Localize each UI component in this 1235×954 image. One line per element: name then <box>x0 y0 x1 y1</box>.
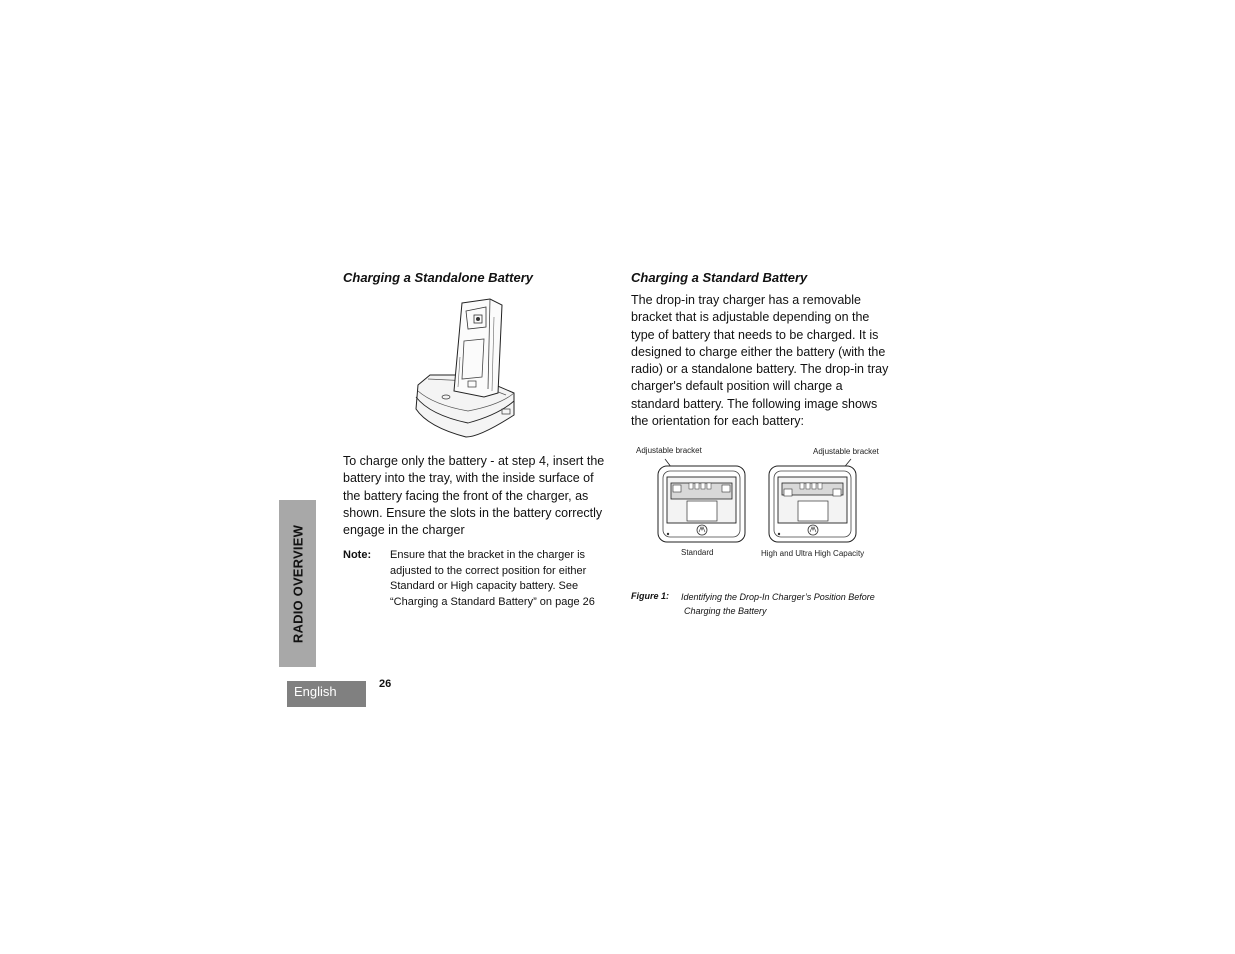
heading-standalone-battery: Charging a Standalone Battery <box>343 270 533 285</box>
figure-caption-line2: Charging the Battery <box>684 606 767 616</box>
figure-caption-line1: Identifying the Drop-In Charger’s Position Before <box>681 592 875 602</box>
label-adjustable-bracket-left: Adjustable bracket <box>636 446 702 455</box>
label-adjustable-bracket-right: Adjustable bracket <box>813 447 879 456</box>
heading-standard-battery: Charging a Standard Battery <box>631 270 808 285</box>
label-standard: Standard <box>681 548 714 557</box>
page-number: 26 <box>379 678 392 690</box>
standard-paragraph: The drop-in tray charger has a removable bracket that is adjustable depending on the type of battery that needs to be charged. It is designed to charge either the battery (with the radio) or a standalone battery. The drop-in tray charger's default position will charge a standard battery. The following image shows the orientation for each battery: <box>631 293 889 429</box>
note-text: Ensure that the bracket in the charger is adjusted to the correct position for either Standard or High capacity battery. See “Charging a Standard Battery” on page 26 <box>390 549 595 608</box>
section-side-tab <box>279 500 316 667</box>
note-label: Note: <box>343 549 372 561</box>
charger-with-battery-illustration <box>410 297 525 439</box>
figure-caption-label: Figure 1: <box>631 591 670 601</box>
drop-in-charger-positions-diagram <box>655 455 887 545</box>
standalone-paragraph: To charge only the battery - at step 4, insert the battery into the tray, with the inside surface of the battery facing the front of the charger, as shown. Ensure the slots in the battery correctly engage in the charger <box>343 454 605 538</box>
label-high-capacity: High and Ultra High Capacity <box>761 549 865 558</box>
section-label: RADIO OVERVIEW <box>290 524 305 643</box>
language-tab: English <box>287 681 366 707</box>
